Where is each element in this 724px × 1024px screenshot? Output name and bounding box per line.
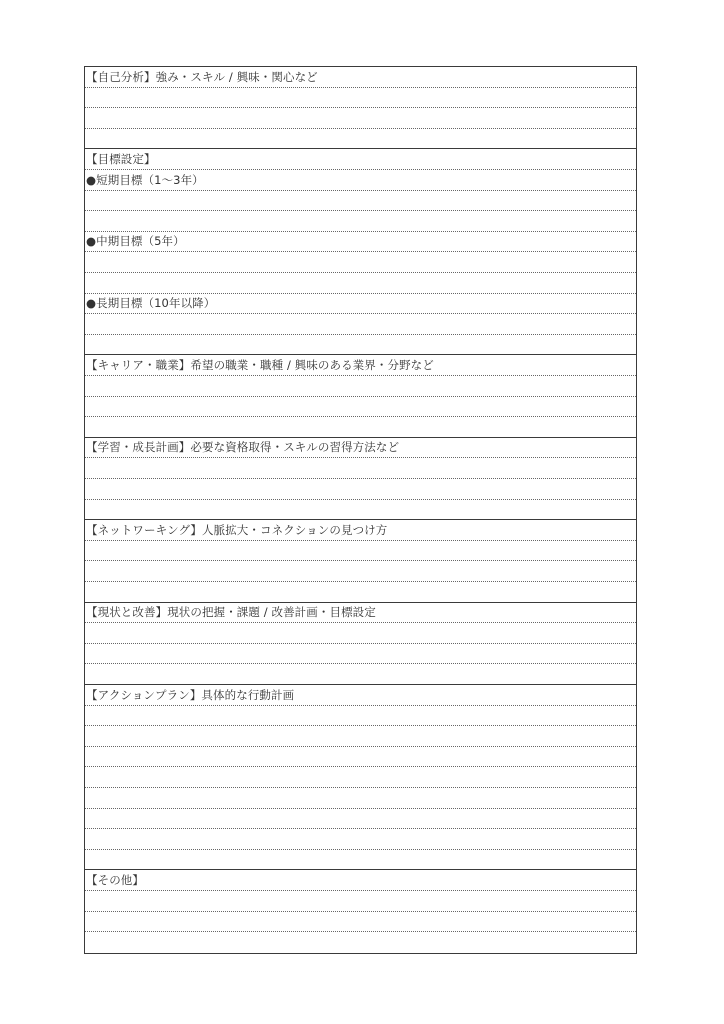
section-title: 【自己分析】強み・スキル / 興味・関心など (86, 69, 318, 84)
section-header-goal-setting (85, 149, 636, 170)
section-header-improvement (85, 603, 636, 624)
writing-line[interactable] (85, 747, 636, 768)
section-title: 【ネットワーキング】人脈拡大・コネクションの見つけ方 (86, 522, 388, 537)
writing-line[interactable] (85, 912, 636, 933)
section-title: 【目標設定】 (86, 151, 156, 166)
writing-line[interactable] (85, 479, 636, 500)
career-plan-sheet (84, 66, 637, 954)
writing-line[interactable] (85, 273, 636, 294)
writing-line[interactable] (85, 211, 636, 232)
subheader-short-term (85, 170, 636, 191)
writing-line[interactable] (85, 541, 636, 562)
writing-line[interactable] (85, 129, 636, 150)
section-title: 【キャリア・職業】希望の職業・職種 / 興味のある業界・分野など (86, 357, 434, 372)
writing-line[interactable] (85, 850, 636, 871)
section-header-action-plan (85, 685, 636, 706)
writing-line[interactable] (85, 191, 636, 212)
subsection-title: ●短期目標（1〜3年） (86, 172, 204, 187)
subheader-long-term (85, 294, 636, 315)
writing-line[interactable] (85, 829, 636, 850)
writing-line[interactable] (85, 767, 636, 788)
writing-line[interactable] (85, 891, 636, 912)
subsection-title: ●長期目標（10年以降） (86, 296, 216, 311)
writing-line[interactable] (85, 788, 636, 809)
writing-line[interactable] (85, 623, 636, 644)
section-header-networking (85, 520, 636, 541)
section-header-career (85, 355, 636, 376)
writing-line[interactable] (85, 458, 636, 479)
section-header-self-analysis (85, 67, 636, 88)
section-title: 【アクションプラン】具体的な行動計画 (86, 687, 295, 702)
writing-line[interactable] (85, 252, 636, 273)
section-title: 【学習・成長計画】必要な資格取得・スキルの習得方法など (86, 440, 400, 455)
writing-line[interactable] (85, 932, 636, 953)
section-title: 【現状と改善】現状の把握・課題 / 改善計画・目標設定 (86, 605, 376, 620)
subheader-mid-term (85, 232, 636, 253)
section-header-learning (85, 438, 636, 459)
writing-line[interactable] (85, 809, 636, 830)
writing-line[interactable] (85, 376, 636, 397)
writing-line[interactable] (85, 314, 636, 335)
writing-line[interactable] (85, 500, 636, 521)
writing-line[interactable] (85, 397, 636, 418)
writing-line[interactable] (85, 726, 636, 747)
writing-line[interactable] (85, 561, 636, 582)
section-title: 【その他】 (86, 872, 144, 887)
writing-line[interactable] (85, 706, 636, 727)
writing-line[interactable] (85, 644, 636, 665)
writing-line[interactable] (85, 108, 636, 129)
writing-line[interactable] (85, 582, 636, 603)
writing-line[interactable] (85, 335, 636, 356)
subsection-title: ●中期目標（5年） (86, 234, 185, 249)
section-header-other (85, 870, 636, 891)
writing-line[interactable] (85, 664, 636, 685)
writing-line[interactable] (85, 417, 636, 438)
writing-line[interactable] (85, 88, 636, 109)
